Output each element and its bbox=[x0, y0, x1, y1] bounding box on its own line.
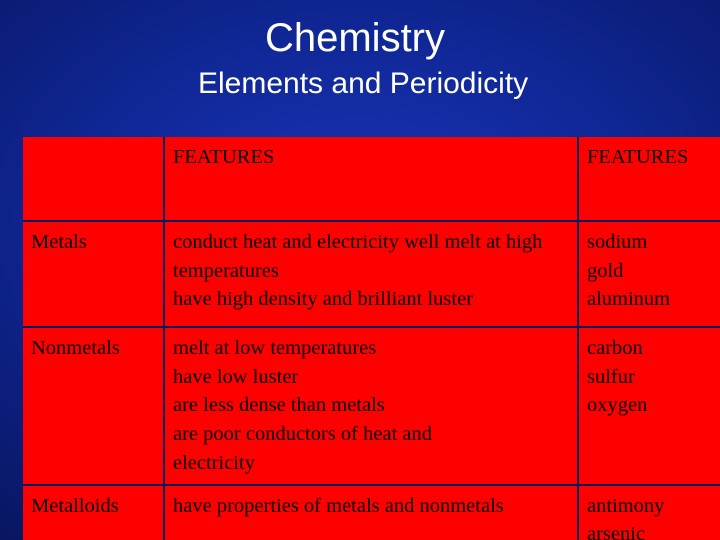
feature-line: conduct heat and electricity well melt at high temperatures bbox=[173, 231, 543, 282]
row-features bbox=[164, 221, 578, 327]
row-category: Metals bbox=[23, 221, 164, 327]
row-features bbox=[164, 485, 578, 540]
row-category: Nonmetals bbox=[23, 327, 164, 485]
slide-subtitle: Elements and Periodicity bbox=[198, 67, 529, 100]
slide-title: Chemistry bbox=[264, 16, 446, 60]
row-examples bbox=[578, 485, 720, 540]
row-examples bbox=[578, 221, 720, 327]
table-header-row bbox=[23, 137, 720, 221]
feature-line: have low luster bbox=[173, 365, 299, 388]
feature-line: melt at low temperatures bbox=[173, 337, 377, 359]
table-row-metalloids bbox=[23, 485, 720, 540]
example-line: aluminum bbox=[587, 288, 671, 311]
header-cell-features: FEATURES bbox=[578, 137, 720, 221]
header-cell-features: FEATURES bbox=[164, 137, 578, 221]
table-row-metals bbox=[23, 221, 720, 327]
example-line: sodium bbox=[587, 231, 648, 253]
row-category: Metalloids bbox=[23, 485, 164, 540]
row-features bbox=[164, 327, 578, 485]
example-line: arsenic bbox=[587, 523, 646, 540]
feature-line: have properties of metals and nonmetals bbox=[173, 494, 504, 517]
header-cell-empty bbox=[23, 137, 164, 221]
feature-line: are less dense than metals bbox=[173, 394, 385, 417]
elements-table bbox=[23, 137, 720, 540]
feature-line: have high density and brilliant luster bbox=[173, 288, 474, 311]
example-line: gold bbox=[587, 259, 624, 282]
feature-line: are poor conductors of heat and electricity bbox=[173, 423, 432, 474]
example-line: oxygen bbox=[587, 394, 648, 417]
example-line: carbon bbox=[587, 337, 643, 359]
example-line: antimony bbox=[587, 494, 665, 517]
row-examples bbox=[578, 327, 720, 485]
table-row-nonmetals bbox=[23, 327, 720, 485]
example-line: sulfur bbox=[587, 365, 635, 388]
